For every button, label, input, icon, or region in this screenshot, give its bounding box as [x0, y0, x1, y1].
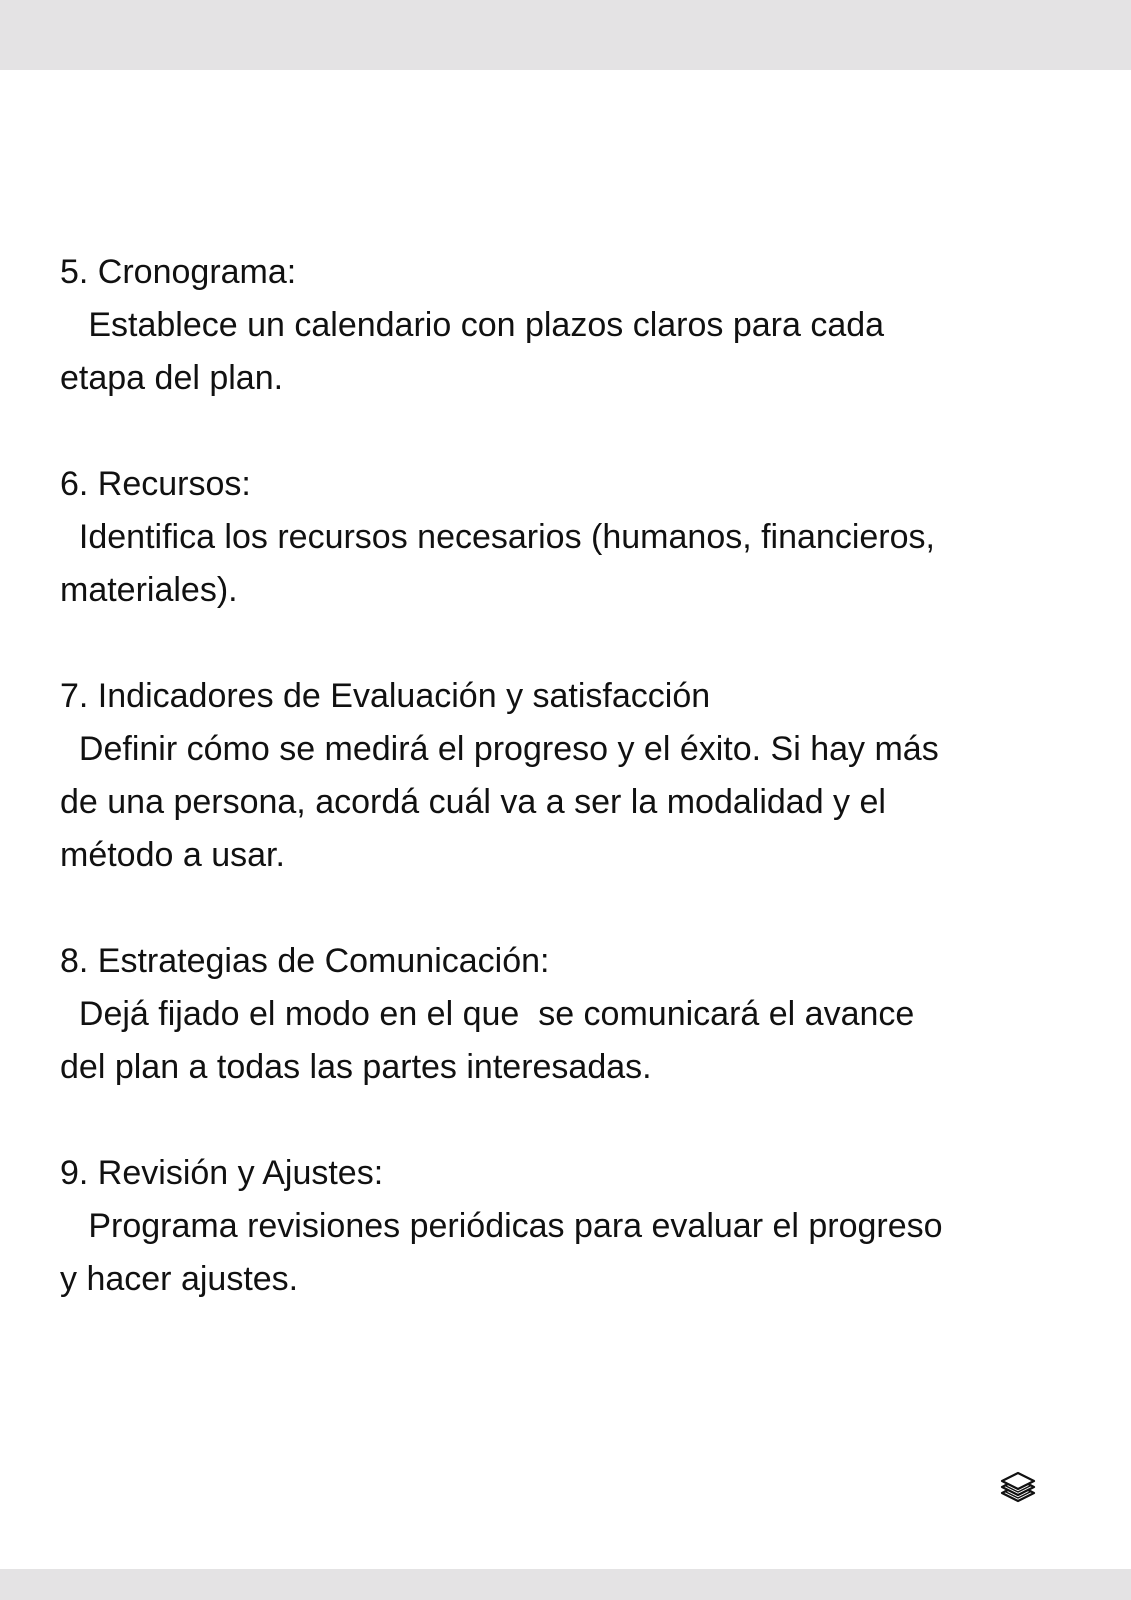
section-heading: 9. Revisión y Ajustes: — [60, 1154, 384, 1192]
viewer-top-band — [0, 0, 1131, 70]
section-revision — [60, 1147, 1060, 1306]
section-cronograma — [60, 246, 1060, 405]
section-body: Definir cómo se medirá el progreso y el éxito. Si hay más de una persona, acordá cuál va a ser la modalidad y el método a usar. — [60, 730, 939, 874]
section-indicadores — [60, 670, 1060, 882]
viewer-bottom-band — [0, 1569, 1131, 1600]
section-body: Dejá fijado el modo en el que se comunicará el avance del plan a todas las partes interesadas. — [60, 995, 915, 1086]
section-body: Programa revisiones periódicas para evaluar el progreso y hacer ajustes. — [60, 1207, 943, 1298]
section-body: Identifica los recursos necesarios (humanos, financieros, materiales). — [60, 518, 935, 609]
document-content — [60, 246, 1060, 1359]
section-heading: 7. Indicadores de Evaluación y satisfacción — [60, 677, 711, 715]
section-comunicacion — [60, 935, 1060, 1094]
section-body: Establece un calendario con plazos claros para cada etapa del plan. — [60, 306, 885, 397]
section-recursos — [60, 458, 1060, 617]
section-heading: 8. Estrategias de Comunicación: — [60, 942, 550, 980]
stacked-layers-icon — [999, 1466, 1037, 1506]
section-heading: 5. Cronograma: — [60, 253, 297, 291]
section-heading: 6. Recursos: — [60, 465, 251, 503]
